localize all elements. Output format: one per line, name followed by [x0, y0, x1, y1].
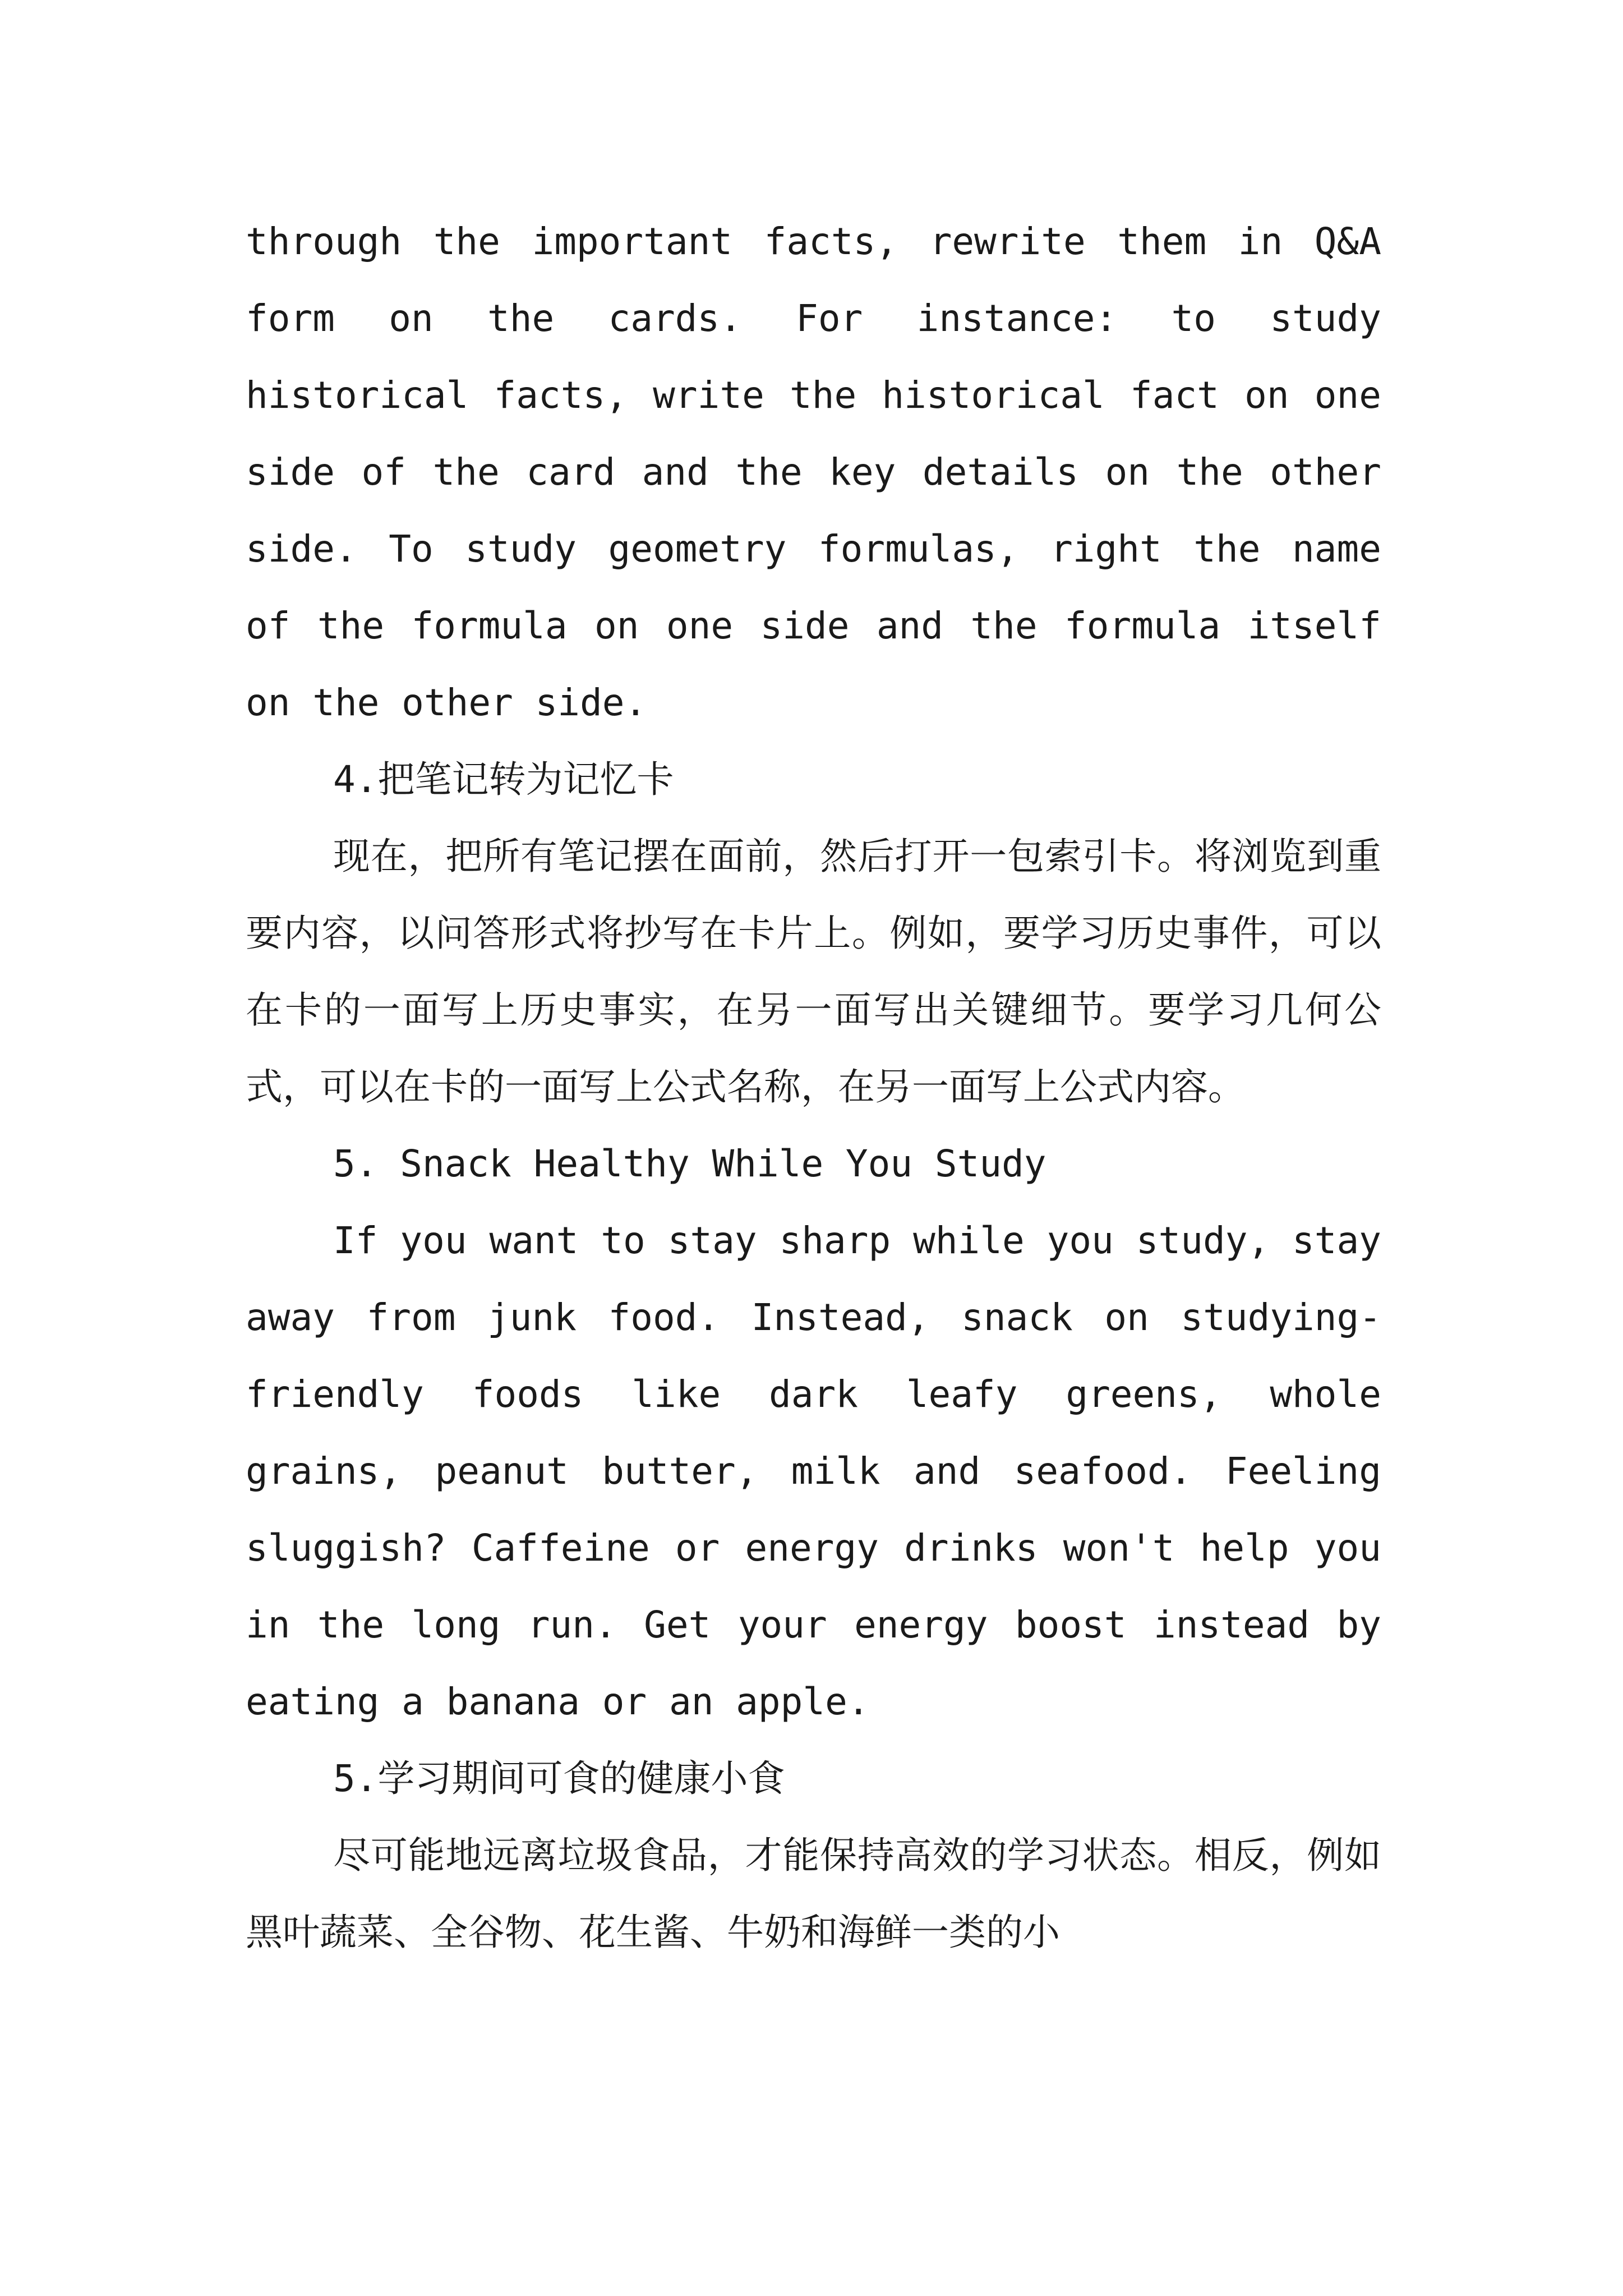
chinese-paragraph-snack: 尽可能地远离垃圾食品，才能保持高效的学习状态。相反，例如黑叶蔬菜、全谷物、花生酱、牛奶和海鲜一类的小 [246, 1834, 1381, 1954]
chinese-heading-4: 4.把笔记转为记忆卡 [333, 758, 674, 801]
english-paragraph-flashcards: through the important facts, rewrite them in Q&A form on the cards. For instance: to study historical facts, write the historical fact on one side of the card and the key details on the other side. To study geometry formulas, right the name of the formula on one side and the formula itself on the other side. [246, 220, 1381, 724]
chinese-paragraph-flashcards: 现在，把所有笔记摆在面前，然后打开一包索引卡。将浏览到重要内容，以问答形式将抄写在卡片上。例如，要学习历史事件，可以在卡的一面写上历史事实，在另一面写出关键细节。要学习几何公式，可以在卡的一面写上公式名称，在另一面写上公式内容。 [246, 835, 1381, 1108]
document-body [246, 203, 1381, 1971]
english-heading-5: 5. Snack Healthy While You Study [333, 1142, 1046, 1185]
english-paragraph-snack: If you want to stay sharp while you study, stay away from junk food. Instead, snack on studying-friendly foods like dark leafy greens, whole grains, peanut butter, milk and seafood. Feeling sluggish? Caffeine or energy drinks won't help you in the long run. Get your energy boost instead by eating a banana or an apple. [246, 1219, 1381, 1723]
chinese-heading-5: 5.学习期间可食的健康小食 [333, 1757, 785, 1800]
